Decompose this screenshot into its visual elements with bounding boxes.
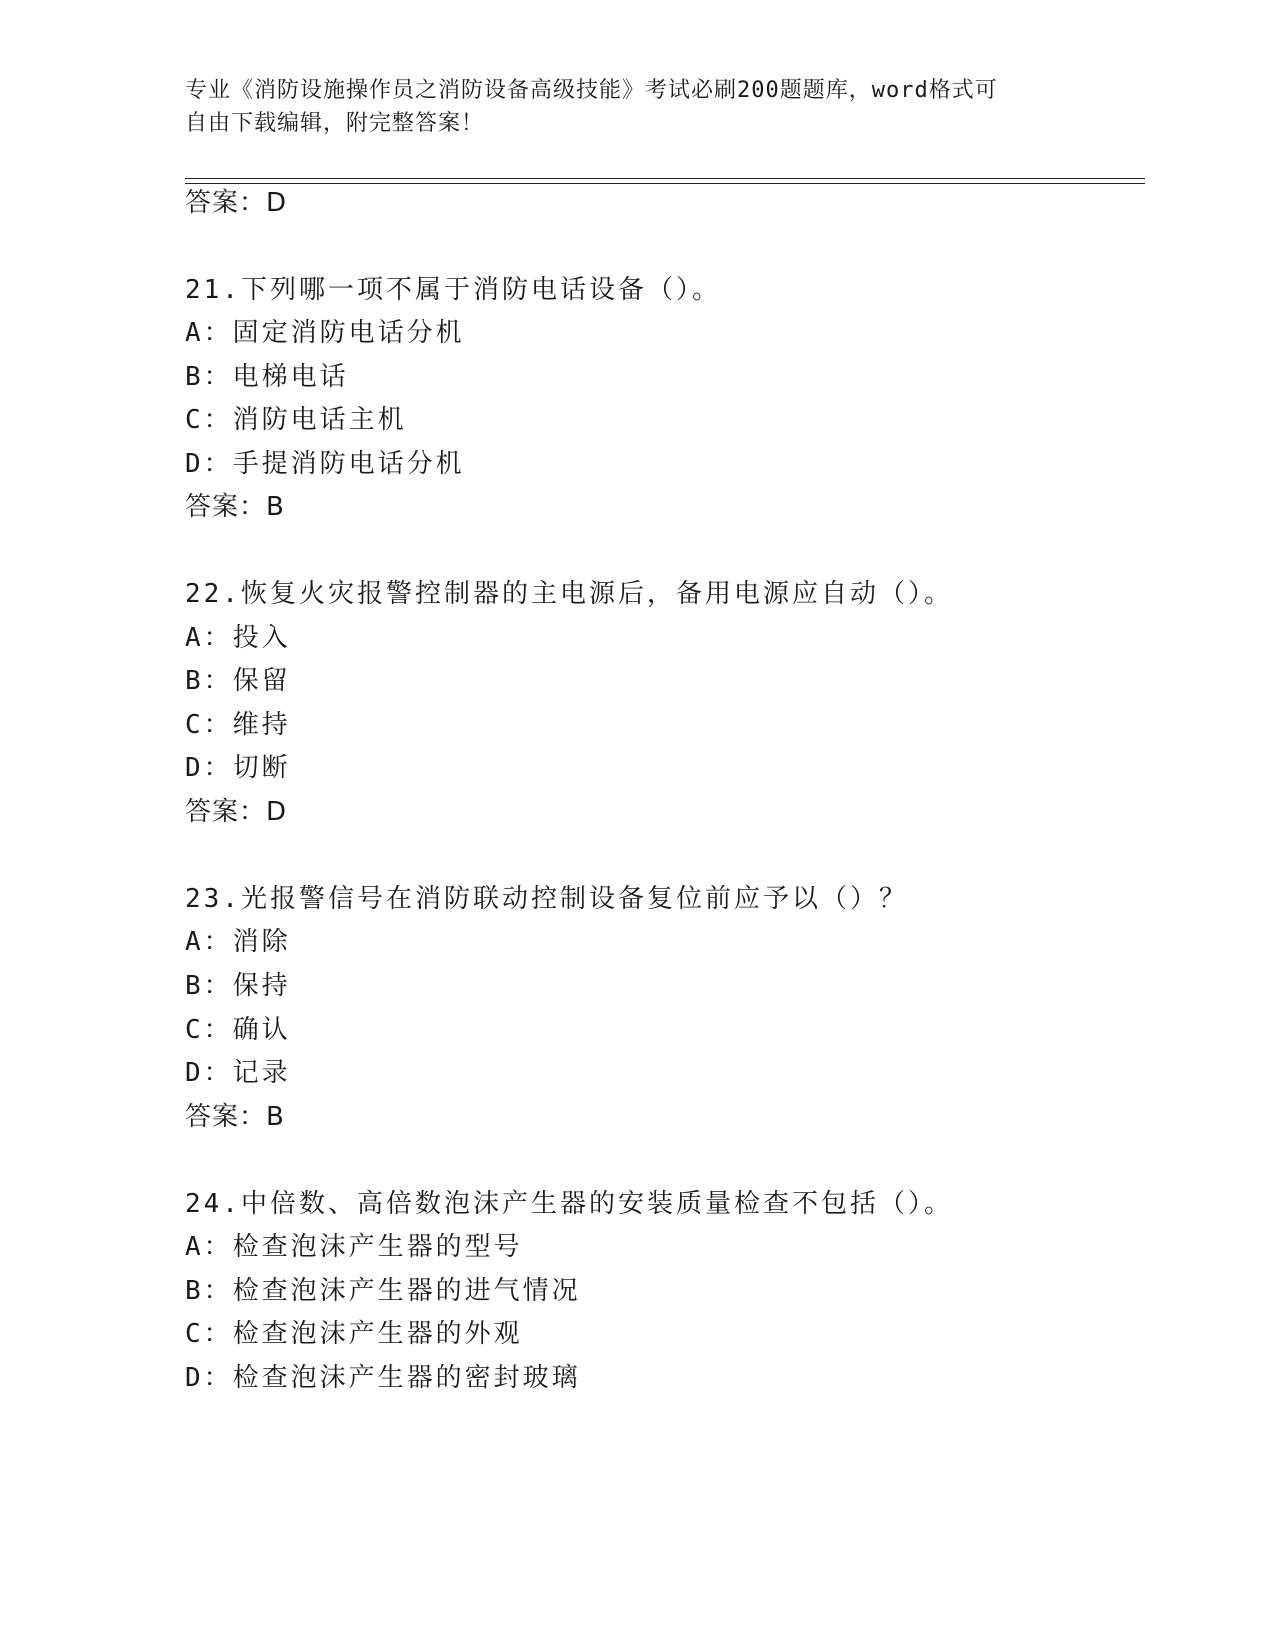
question-24-option-d: D：检查泡沫产生器的密封玻璃	[185, 1363, 581, 1393]
question-21-option-d: D：手提消防电话分机	[185, 449, 465, 479]
document-header	[185, 74, 1085, 140]
question-24-option-b: B：检查泡沫产生器的进气情况	[185, 1276, 581, 1306]
header-divider-bottom	[185, 183, 1145, 184]
answer-20: 答案：D	[185, 188, 288, 218]
question-22-answer: 答案：D	[185, 797, 288, 827]
question-21-option-a: A：固定消防电话分机	[185, 318, 465, 348]
question-24-option-c: C：检查泡沫产生器的外观	[185, 1319, 523, 1349]
question-23-option-b: B：保持	[185, 971, 291, 1001]
question-22-option-d: D：切断	[185, 753, 291, 783]
question-21-stem: 21.下列哪一项不属于消防电话设备（）。	[185, 275, 721, 305]
question-22-option-a: A：投入	[185, 623, 291, 653]
question-23-stem: 23.光报警信号在消防联动控制设备复位前应予以（）？	[185, 884, 908, 914]
question-21-option-b: B：电梯电话	[185, 362, 349, 392]
question-24-option-a: A：检查泡沫产生器的型号	[185, 1232, 523, 1262]
question-23-answer: 答案：B	[185, 1102, 285, 1132]
question-24-stem: 24.中倍数、高倍数泡沫产生器的安装质量检查不包括（）。	[185, 1189, 953, 1219]
header-title-line-1: 专业《消防设施操作员之消防设备高级技能》考试必刷200题题库，word格式可	[185, 78, 998, 103]
header-title-line-2: 自由下载编辑，附完整答案！	[185, 111, 485, 136]
question-23-option-c: C：确认	[185, 1015, 291, 1045]
question-22-stem: 22.恢复火灾报警控制器的主电源后，备用电源应自动（）。	[185, 579, 953, 609]
question-23-option-a: A：消除	[185, 927, 291, 957]
header-divider-top	[185, 178, 1145, 179]
question-22-option-c: C：维持	[185, 710, 291, 740]
question-21-option-c: C：消防电话主机	[185, 405, 407, 435]
question-21-answer: 答案：B	[185, 492, 285, 522]
question-23-option-d: D：记录	[185, 1058, 291, 1088]
question-22-option-b: B：保留	[185, 666, 291, 696]
